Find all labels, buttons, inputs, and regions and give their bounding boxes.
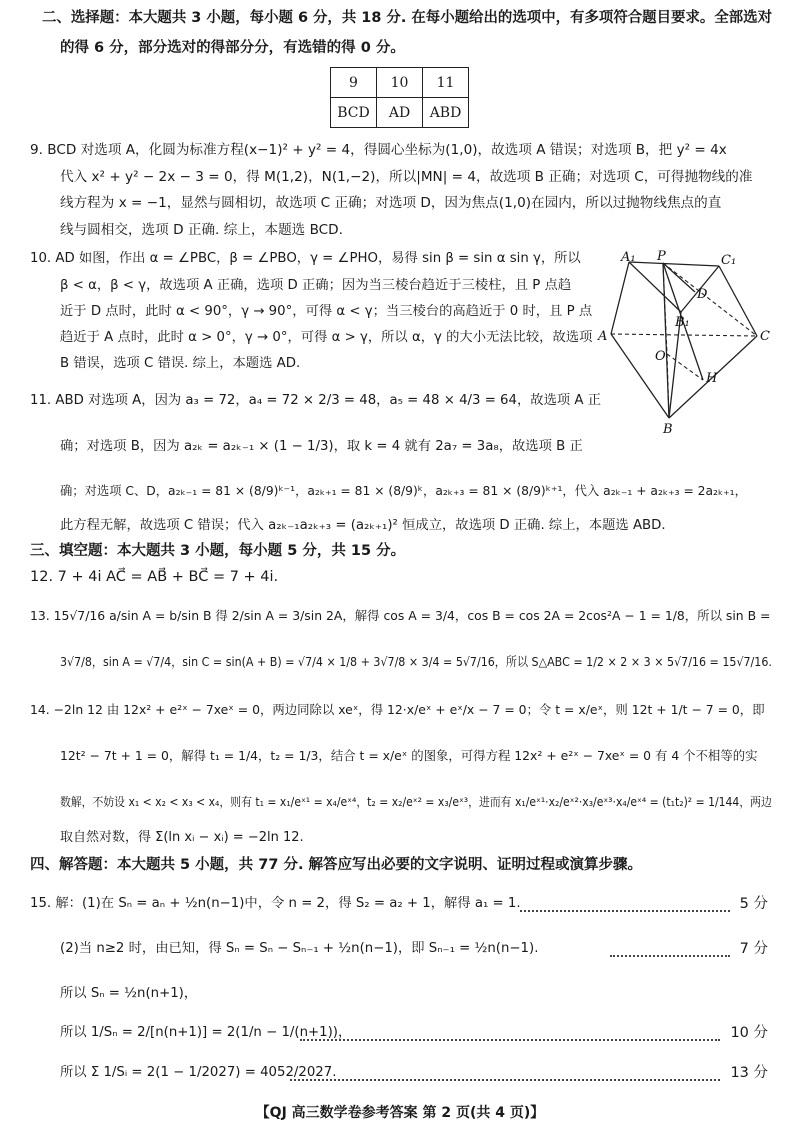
label-c: C xyxy=(760,329,770,344)
score-leader-dots xyxy=(300,1039,720,1041)
answer-table xyxy=(330,67,469,128)
answer-table-number: 9 xyxy=(331,68,377,98)
q11-line: 确；对选项 B，因为 a₂ₖ = a₂ₖ₋₁ × (1 − 1/3)，取 k = 4 就有 2a₇ = 3a₈，故选项 B 正 xyxy=(60,439,583,454)
label-o: O xyxy=(655,349,666,364)
q9-line: 9. BCD 对选项 A，化圆为标准方程(x−1)² + y² = 4，得圆心坐标为(1,0)，故选项 A 错误；对选项 B，把 y² = 4x xyxy=(30,142,727,158)
label-b: B xyxy=(663,422,673,437)
q13-line: 3√7/8，sin A = √7/4，sin C = sin(A + B) = √7/4 × 1/8 + 3√7/8 × 3/4 = 5√7/16，所以 S△ABC = 1/2 × 2 × 3 × 5√7/16 = 15√7/16. xyxy=(60,654,772,669)
q12-line: 12. 7 + 4i AC⃗ = AB⃗ + BC⃗ = 7 + 4i. xyxy=(30,569,279,585)
answer-table-number: 11 xyxy=(423,68,469,98)
score-leader-dots xyxy=(610,955,730,957)
q14-line: 12t² − 7t + 1 = 0，解得 t₁ = 1/4，t₂ = 1/3，结合 t = x/eˣ 的图象，可得方程 12x² + e²ˣ − 7xeˣ = 0 有 4 个不相等的实 xyxy=(60,748,758,763)
q9-line: 代入 x² + y² − 2x − 3 = 0，得 M(1,2)，N(1,−2)，所以|MN| = 4，故选项 B 正确；对选项 C，可得抛物线的准 xyxy=(60,169,753,185)
q10-line: β < α，β < γ，故选项 A 正确，选项 D 正确；因为当三棱台趋近于三棱柱，且 P 点趋 xyxy=(60,278,572,293)
q14-line: 数解，不妨设 x₁ < x₂ < x₃ < x₄，则有 t₁ = x₁/eˣ¹ = x₄/eˣ⁴，t₂ = x₂/eˣ² = x₃/eˣ³，进而有 x₁/eˣ¹·x₂/eˣ²·x₃/eˣ³·x₄/eˣ⁴ = (t₁t₂)² = 1/144，两边 xyxy=(60,795,772,809)
edge-a1c1 xyxy=(629,262,719,266)
edge-a1a xyxy=(611,262,629,334)
section2-title-line1: 二、选择题：本大题共 3 小题，每小题 6 分，共 18 分. 在每小题给出的选项中，有多项符合题目要求。全部选对 xyxy=(42,10,773,26)
q15-step: 所以 Sₙ = ½n(n+1)， xyxy=(60,986,198,1001)
label-b1: B₁ xyxy=(675,315,690,330)
edge-c1c xyxy=(719,266,757,336)
q15-step: 所以 Σ 1/Sᵢ = 2(1 − 1/2027) = 4052/2027. xyxy=(60,1065,337,1080)
q11-line: 11. ABD 对选项 A，因为 a₃ = 72，a₄ = 72 × 2/3 = 48，a₅ = 48 × 4/3 = 64，故选项 A 正 xyxy=(30,393,602,408)
edge-ab xyxy=(611,334,669,418)
label-d: D xyxy=(697,287,708,302)
q11-line: 确；对选项 C、D，a₂ₖ₋₁ = 81 × (8/9)ᵏ⁻¹，a₂ₖ₊₁ = 81 × (8/9)ᵏ，a₂ₖ₊₃ = 81 × (8/9)ᵏ⁺¹，代入 a₂ₖ₋₁ + a₂ₖ₊₃ = 2a₂ₖ₊₁， xyxy=(60,484,747,498)
label-a: A xyxy=(598,329,608,344)
answer-table-number: 10 xyxy=(377,68,423,98)
q14-line: 取自然对数，得 Σ(ln xᵢ − xᵢ) = −2ln 12. xyxy=(60,830,304,845)
q15-score: 5 分 xyxy=(739,896,768,912)
label-a1: A₁ xyxy=(621,250,636,265)
section3-title: 三、填空题：本大题共 3 小题，每小题 5 分，共 15 分。 xyxy=(30,543,406,559)
section4-title: 四、解答题：本大题共 5 小题，共 77 分. 解答应写出必要的文字说明、证明过程或演算步骤。 xyxy=(30,857,643,873)
answer-table-answer: ABD xyxy=(423,98,469,128)
q15-score: 10 分 xyxy=(730,1025,768,1041)
score-leader-dots xyxy=(520,910,730,912)
q10-line: 近于 D 点时，此时 α < 90°，γ → 90°，可得 α < γ；当三棱台的高趋近于 0 时，且 P 点 xyxy=(60,304,593,319)
q11-line: 此方程无解，故选项 C 错误；代入 a₂ₖ₋₁a₂ₖ₊₃ = (a₂ₖ₊₁)² 恒成立，故选项 D 正确. 综上，本题选 ABD. xyxy=(60,518,666,533)
q15-step: 所以 1/Sₙ = 2/[n(n+1)] = 2(1/n − 1/(n+1))， xyxy=(60,1025,352,1040)
q9-line: 线方程为 x = −1，显然与圆相切，故选项 C 正确；对选项 D，因为焦点(1,0)在园内，所以过抛物线焦点的直 xyxy=(60,195,722,211)
edge-a1b1 xyxy=(629,262,681,312)
answer-table-answer: AD xyxy=(377,98,423,128)
answer-table-answer: BCD xyxy=(331,98,377,128)
frustum-figure xyxy=(597,248,777,438)
label-c1: C₁ xyxy=(721,253,737,268)
label-h: H xyxy=(706,371,718,386)
page-footer: 【QJ 高三数学卷参考答案 第 2 页(共 4 页)】 xyxy=(255,1105,545,1121)
q15-score: 13 分 xyxy=(730,1065,768,1081)
q15-step: 15. 解：(1)在 Sₙ = aₙ + ½n(n−1)中，令 n = 2，得 S₂ = a₂ + 1，解得 a₁ = 1. xyxy=(30,896,521,911)
hidden-oh xyxy=(667,354,703,380)
q10-line: 10. AD 如图，作出 α = ∠PBC，β = ∠PBO，γ = ∠PHO，易得 sin β = sin α sin γ，所以 xyxy=(30,251,581,266)
q14-line: 14. −2ln 12 由 12x² + e²ˣ − 7xeˣ = 0，两边同除以 xeˣ，得 12·x/eˣ + eˣ/x − 7 = 0；令 t = x/eˣ，则 12t + 1/t − 7 = 0，即 xyxy=(30,702,765,717)
label-p: P xyxy=(657,249,666,264)
section2-title-line2: 的得 6 分，部分选对的得部分分，有选错的得 0 分。 xyxy=(60,40,405,56)
q9-line: 线与圆相交，选项 D 正确. 综上，本题选 BCD. xyxy=(60,222,343,238)
q10-line: B 错误，选项 C 错误. 综上，本题选 AD. xyxy=(60,356,301,371)
score-leader-dots xyxy=(290,1079,720,1081)
q10-line: 趋近于 A 点时，此时 α > 0°，γ → 0°，可得 α > γ，所以 α，γ 的大小无法比较，故选项 xyxy=(60,330,593,345)
q15-step: (2)当 n≥2 时，由已知，得 Sₙ = Sₙ − Sₙ₋₁ + ½n(n−1)，即 Sₙ₋₁ = ½n(n−1). xyxy=(60,941,539,956)
q13-line: 13. 15√7/16 a/sin A = b/sin B 得 2/sin A = 3/sin 2A，解得 cos A = 3/4，cos B = cos 2A = 2cos²A − 1 = 1/8，所以 sin B = xyxy=(30,608,771,623)
hidden-ac xyxy=(611,334,757,336)
q15-score: 7 分 xyxy=(739,941,768,957)
